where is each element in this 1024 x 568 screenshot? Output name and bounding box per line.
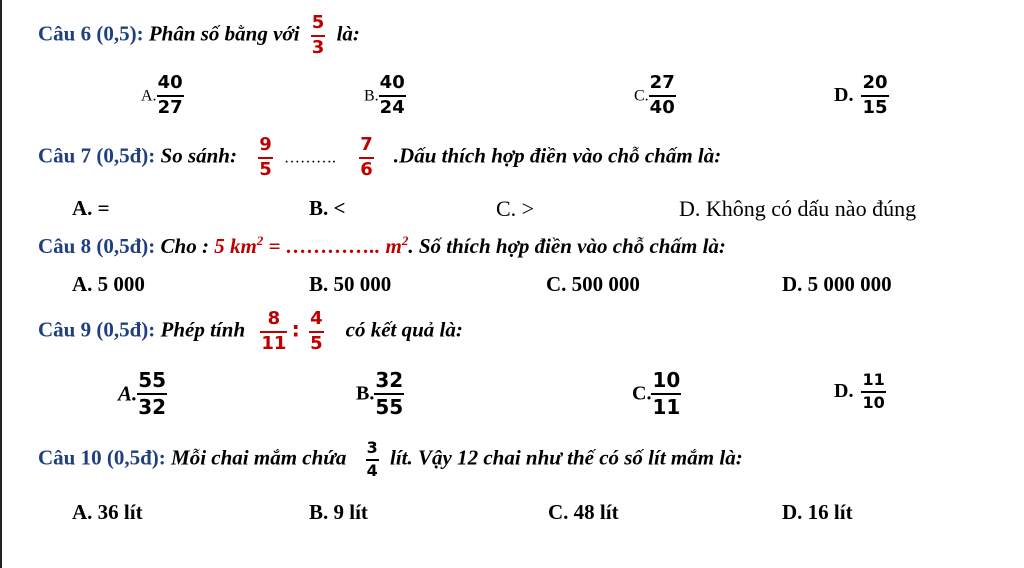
question-7-option-d[interactable]: D. Không có dấu nào đúng	[679, 196, 917, 221]
fraction-numerator: 9	[259, 134, 272, 155]
question-6-fraction	[311, 14, 326, 58]
question-7-tail: .Dấu thích hợp điền vào chỗ chấm là:	[393, 143, 722, 168]
fraction-denominator: 10	[862, 392, 885, 412]
fraction-numerator: 3	[366, 438, 378, 457]
fraction-denominator: 15	[862, 96, 888, 118]
fraction-numerator: 10	[652, 368, 681, 392]
fraction-numerator: 27	[649, 72, 675, 93]
fraction-denominator: 6	[360, 158, 373, 180]
option-letter: A.	[141, 87, 157, 105]
question-8-option-a[interactable]: A. 5 000	[72, 272, 145, 296]
option-letter: C.	[632, 382, 652, 405]
question-9	[38, 310, 463, 354]
fraction-numerator: 4	[310, 308, 323, 329]
question-9-text: Phép tính	[160, 317, 246, 342]
question-9-option-a[interactable]	[118, 370, 167, 418]
question-9-option-c[interactable]	[632, 370, 681, 418]
question-10	[38, 440, 743, 480]
question-6-text: Phân số bằng với	[148, 21, 300, 46]
question-7-fraction-2	[359, 136, 374, 180]
question-9-option-d[interactable]	[834, 372, 886, 412]
question-8-option-b[interactable]: B. 50 000	[309, 272, 392, 296]
option-letter: D.	[834, 83, 854, 106]
question-7-dots: ……….	[284, 149, 336, 167]
question-9-fraction-1	[260, 310, 287, 354]
fraction-numerator: 40	[157, 72, 183, 93]
left-border	[0, 0, 2, 568]
question-8-label: Câu 8 (0,5đ):	[38, 234, 156, 258]
question-6-option-b[interactable]	[364, 74, 406, 118]
fraction-denominator: 55	[375, 395, 404, 419]
question-7-text: So sánh:	[160, 143, 237, 168]
question-8	[38, 233, 726, 259]
question-9-tail: có kết quả là:	[345, 317, 463, 342]
question-6	[38, 14, 360, 58]
fraction-denominator: 11	[652, 395, 681, 419]
fraction-denominator: 40	[649, 96, 675, 118]
question-9-operator: :	[291, 317, 300, 342]
superscript: 2	[256, 233, 264, 248]
option-letter: B.	[364, 87, 379, 105]
question-10-text: Mỗi chai mắm chứa	[171, 445, 347, 470]
question-7-option-c[interactable]: C. >	[496, 196, 535, 221]
question-10-option-b[interactable]: B. 9 lít	[309, 500, 368, 524]
option-letter: B.	[356, 382, 375, 405]
fraction-denominator: 5	[259, 158, 272, 180]
fraction-numerator: 8	[267, 308, 281, 329]
question-6-label: Câu 6 (0,5):	[38, 21, 144, 46]
question-7-fraction-1	[258, 136, 273, 180]
option-letter: D.	[834, 380, 854, 403]
question-7	[38, 136, 721, 180]
question-9-option-b[interactable]	[356, 370, 404, 418]
fraction-numerator: 11	[862, 370, 885, 389]
question-10-option-d[interactable]: D. 16 lít	[782, 500, 853, 524]
option-letter: C.	[634, 87, 649, 105]
question-7-option-b[interactable]: B. <	[309, 196, 346, 220]
question-6-tail: là:	[336, 21, 360, 46]
question-8-text: Cho :	[160, 234, 209, 258]
fraction-denominator: 24	[379, 96, 405, 118]
question-8-option-c[interactable]: C. 500 000	[546, 272, 640, 296]
fraction-denominator: 32	[138, 395, 167, 419]
question-8-option-d[interactable]: D. 5 000 000	[782, 272, 892, 296]
fraction-numerator: 5	[311, 12, 325, 33]
question-10-option-a[interactable]: A. 36 lít	[72, 500, 143, 524]
question-7-label: Câu 7 (0,5đ):	[38, 143, 156, 168]
fraction-numerator: 55	[138, 368, 167, 392]
fraction-numerator: 40	[379, 72, 405, 93]
fraction-numerator: 7	[360, 134, 373, 155]
fraction-denominator: 5	[310, 332, 323, 354]
fraction-denominator: 27	[157, 96, 183, 118]
expression-blank: = ………….. m	[263, 234, 402, 258]
question-8-tail: . Số thích hợp điền vào chỗ chấm là:	[408, 234, 726, 258]
question-10-label: Câu 10 (0,5đ):	[38, 445, 166, 470]
question-10-tail: lít. Vậy 12 chai như thế có số lít mắm là:	[390, 445, 743, 470]
question-7-option-a[interactable]: A. =	[72, 196, 110, 220]
fraction-numerator: 20	[862, 72, 888, 93]
option-letter: A.	[118, 381, 138, 406]
superscript: 2	[401, 233, 409, 248]
question-6-option-a[interactable]	[141, 74, 184, 118]
fraction-denominator: 3	[311, 36, 325, 58]
question-10-fraction	[366, 440, 379, 480]
question-6-option-c[interactable]	[634, 74, 676, 118]
question-9-fraction-2	[309, 310, 324, 354]
question-6-option-d[interactable]	[834, 74, 889, 118]
question-9-label: Câu 9 (0,5đ):	[38, 317, 156, 342]
fraction-denominator: 11	[261, 332, 287, 354]
expression-value: 5 km	[214, 234, 257, 258]
question-10-option-c[interactable]: C. 48 lít	[548, 500, 619, 524]
question-8-expression	[214, 234, 408, 258]
fraction-numerator: 32	[375, 368, 404, 392]
fraction-denominator: 4	[366, 460, 378, 480]
